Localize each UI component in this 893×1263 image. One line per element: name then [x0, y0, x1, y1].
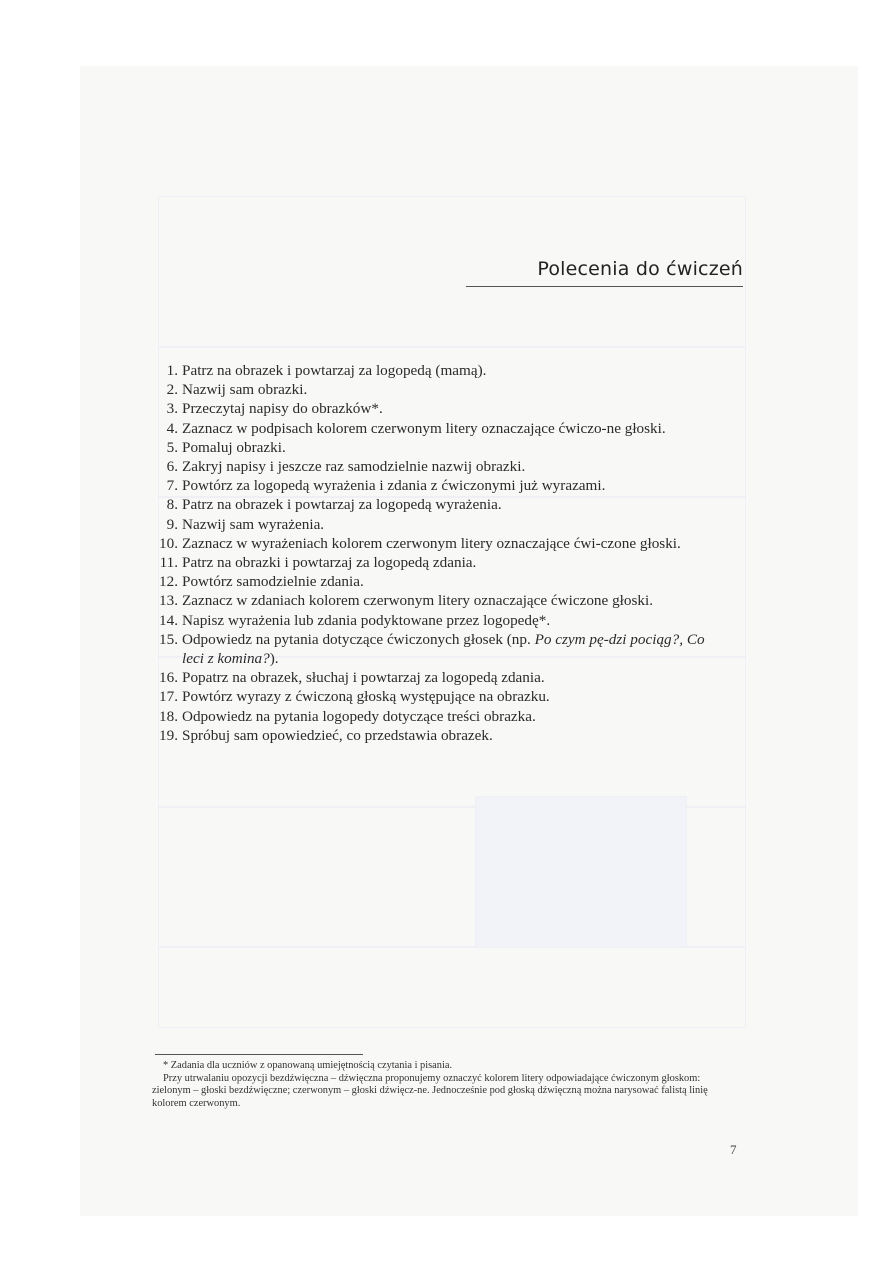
- instruction-text: [182, 399, 710, 418]
- instruction-text: [182, 438, 710, 457]
- instruction-text: [182, 457, 710, 476]
- instruction-item: [150, 438, 710, 457]
- instruction-item: [150, 611, 710, 630]
- instruction-item: [150, 630, 710, 668]
- instruction-item: [150, 668, 710, 687]
- bleed-through-picture: [475, 796, 687, 948]
- instruction-text: [182, 380, 710, 399]
- instruction-number: 9.: [166, 515, 178, 533]
- instruction-item: [150, 572, 710, 591]
- footnote: [152, 1060, 732, 1110]
- instruction-item: [150, 495, 710, 514]
- footnote-line: Przy utrwalaniu opozycji bezdźwięczna – dźwięczna proponujemy oznaczyć kolorem litery odpowiadające ćwiczonym głoskom: zielonym – głoski bezdźwięczne; czerwonym – głoski dźwięcz-ne. Jednocześnie pod głoską dźwięczną można narysować falistą linię kolorem czerwonym.: [152, 1072, 708, 1109]
- instruction-text-part: ).: [269, 650, 279, 668]
- instruction-text-part: Spróbuj sam opowiedzieć, co przedstawia obrazek.: [182, 726, 493, 744]
- instruction-text-part: Zakryj napisy i jeszcze raz samodzielnie nazwij obrazki.: [182, 458, 526, 476]
- instruction-text-part: Przeczytaj napisy do obrazków*.: [182, 400, 383, 418]
- instruction-item: [150, 476, 710, 495]
- instruction-number: 2.: [166, 381, 178, 399]
- instruction-text: [182, 726, 710, 745]
- instruction-text: [182, 553, 710, 572]
- instruction-text: [182, 611, 710, 630]
- instruction-text-part: Powtórz samodzielnie zdania.: [182, 573, 364, 591]
- instruction-text: [182, 534, 710, 553]
- instruction-item: [150, 553, 710, 572]
- instruction-text-part: Napisz wyrażenia lub zdania podyktowane przez logopedę*.: [182, 611, 551, 629]
- instruction-text-part: Popatrz na obrazek, słuchaj i powtarzaj za logopedą zdania.: [182, 669, 545, 687]
- instruction-text: [182, 495, 710, 514]
- instruction-text-part: Patrz na obrazki i powtarzaj za logopedą zdania.: [182, 554, 477, 572]
- instruction-number: 17.: [159, 688, 178, 706]
- instruction-list: [150, 361, 710, 745]
- instruction-text-part: Patrz na obrazek i powtarzaj za logopedą wyrażenia.: [182, 496, 502, 514]
- bleed-through-divider: [158, 346, 746, 348]
- instruction-number: 6.: [166, 458, 178, 476]
- instruction-number: 8.: [166, 496, 178, 514]
- instruction-text: [182, 707, 710, 726]
- instruction-item: [150, 419, 710, 438]
- instruction-text-part: Zaznacz w podpisach kolorem czerwonym litery oznaczające ćwiczo-ne głoski.: [182, 419, 666, 437]
- instruction-item: [150, 361, 710, 380]
- instruction-text-part: Powtórz wyrazy z ćwiczoną głoską występujące na obrazku.: [182, 688, 550, 706]
- instruction-number: 19.: [159, 726, 178, 744]
- instruction-item: [150, 457, 710, 476]
- footnote-divider: [155, 1054, 363, 1055]
- instruction-number: 7.: [166, 477, 178, 495]
- instruction-text: [182, 419, 710, 438]
- instruction-number: 11.: [159, 554, 178, 572]
- instruction-text-part: Powtórz za logopedą wyrażenia i zdania z ćwiczonymi już wyrazami.: [182, 477, 606, 495]
- instruction-number: 5.: [166, 438, 178, 456]
- instruction-item: [150, 707, 710, 726]
- instruction-item: [150, 399, 710, 418]
- instruction-item: [150, 726, 710, 745]
- page-title: Polecenia do ćwiczeń: [537, 258, 743, 280]
- instruction-number: 1.: [166, 362, 178, 379]
- instruction-item: [150, 534, 710, 553]
- instruction-number: 4.: [166, 419, 178, 437]
- instruction-number: 10.: [159, 534, 178, 552]
- instruction-text: [182, 515, 710, 534]
- instruction-item: [150, 687, 710, 706]
- instruction-text: [182, 687, 710, 706]
- instruction-item: [150, 591, 710, 610]
- instruction-number: 16.: [159, 669, 178, 687]
- instruction-text: [182, 572, 710, 591]
- instruction-number: 15.: [159, 630, 178, 648]
- instruction-number: 13.: [159, 592, 178, 610]
- heading-block: [466, 258, 743, 287]
- instruction-number: 14.: [159, 611, 178, 629]
- footnote-line: * Zadania dla uczniów z opanowaną umiejętnością czytania i pisania.: [163, 1060, 453, 1071]
- instruction-text: [182, 591, 710, 610]
- instruction-text: [182, 668, 710, 687]
- instruction-number: 18.: [159, 707, 178, 725]
- instruction-text-part: Patrz na obrazek i powtarzaj za logopedą (mamą).: [182, 362, 487, 379]
- instruction-text: [182, 630, 710, 668]
- instruction-text: [182, 361, 710, 380]
- page-number: 7: [730, 1142, 737, 1157]
- instruction-text-part: Odpowiedz na pytania dotyczące ćwiczonych głosek (np.: [182, 630, 535, 648]
- instruction-text-part: Nazwij sam obrazki.: [182, 381, 308, 399]
- instruction-text-part: Odpowiedz na pytania logopedy dotyczące treści obrazka.: [182, 707, 536, 725]
- instruction-item: [150, 515, 710, 534]
- instruction-example-italic: Po czym pę-dzi pociąg?, Co leci z komina?: [182, 630, 705, 668]
- instruction-text-part: Zaznacz w wyrażeniach kolorem czerwonym litery oznaczające ćwi-czone głoski.: [182, 534, 681, 552]
- instruction-text-part: Nazwij sam wyrażenia.: [182, 515, 325, 533]
- instruction-text-part: Zaznacz w zdaniach kolorem czerwonym litery oznaczające ćwiczone głoski.: [182, 592, 653, 610]
- instruction-text: [182, 476, 710, 495]
- instruction-text-part: Pomaluj obrazki.: [182, 438, 286, 456]
- instruction-number: 3.: [166, 400, 178, 418]
- instruction-number: 12.: [159, 573, 178, 591]
- instruction-item: [150, 380, 710, 399]
